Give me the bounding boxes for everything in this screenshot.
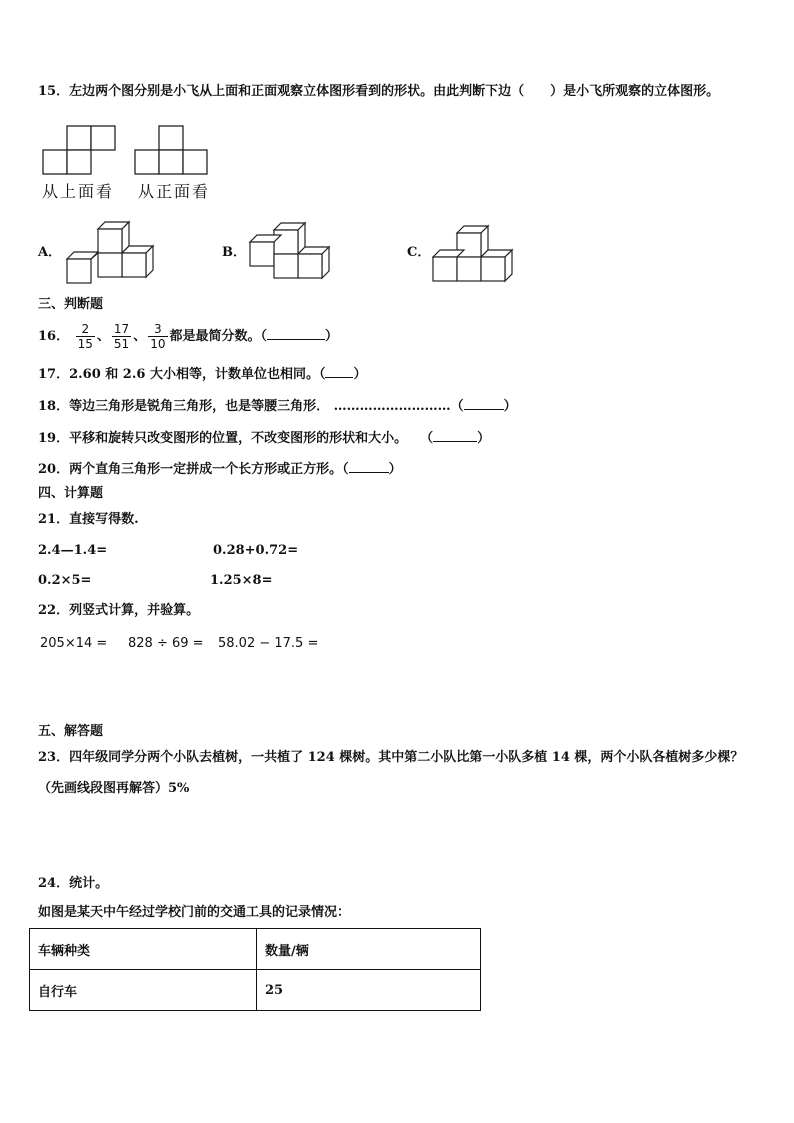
q16-text: 都是最简分数。（ xyxy=(169,329,268,344)
q18 xyxy=(38,396,517,415)
vehicle-table xyxy=(29,928,481,1011)
q24-intro: 如图是某天中午经过学校门前的交通工具的记录情况： xyxy=(38,905,351,920)
section-4-title: 四、计算题 xyxy=(38,486,104,501)
q19-answer-blank[interactable] xyxy=(433,428,477,442)
q16-close: ） xyxy=(325,329,339,344)
table-cell: 自行车 xyxy=(30,970,257,1011)
q20-close: ） xyxy=(388,462,402,477)
q22-item-3: 58.02 − 17.5 = xyxy=(218,636,319,651)
q18-text: 18．等边三角形是锐角三角形，也是等腰三角形． ………………………（ xyxy=(38,399,464,414)
table-header-row xyxy=(30,929,481,970)
option-a-label: A． xyxy=(38,245,62,260)
q16-number: 16． xyxy=(38,329,70,344)
section-3-title: 三、判断题 xyxy=(38,297,104,312)
option-b-label: B． xyxy=(222,245,246,260)
q17-close: ） xyxy=(353,367,367,382)
q23-line-1: 23．四年级同学分两个小队去植树，一共植了 124 棵树。其中第二小队比第一小队多植 14 棵，两个小队各植树多少棵？ xyxy=(38,750,744,765)
fraction-2: $\frac{17}{51}$ xyxy=(113,322,130,351)
q17 xyxy=(38,364,366,383)
caption-top-view: 从上面看 xyxy=(42,182,115,201)
q19-close: ） xyxy=(477,431,491,446)
caption-front-view: 从正面看 xyxy=(138,182,211,201)
q20-text: 20．两个直角三角形一定拼成一个长方形或正方形。（ xyxy=(38,462,349,477)
q22-item-2: 828 ÷ 69 = xyxy=(128,636,204,651)
q21-text: 21．直接写得数. xyxy=(38,512,139,527)
table-header-cell: 数量/辆 xyxy=(257,929,481,970)
option-c-figure xyxy=(430,218,526,286)
q16-sep-2: 、 xyxy=(133,329,147,344)
fraction-1: $\frac{2}{15}$ xyxy=(77,322,93,351)
section-5-title: 五、解答题 xyxy=(38,724,104,739)
option-b-figure xyxy=(247,218,337,286)
q17-answer-blank[interactable] xyxy=(325,364,353,378)
q19 xyxy=(38,428,490,447)
q17-text: 17．2.60 和 2.6 大小相等，计数单位也相同。（ xyxy=(38,367,326,382)
q16-answer-blank[interactable] xyxy=(267,326,325,340)
q22-text: 22．列竖式计算，并验算。 xyxy=(38,603,200,618)
table-cell: 25 xyxy=(257,970,481,1011)
option-a-figure xyxy=(64,218,160,286)
table-row xyxy=(30,970,481,1011)
q16 xyxy=(38,317,338,357)
q20-answer-blank[interactable] xyxy=(349,459,389,473)
q21-item-1: 2.4—1.4= xyxy=(38,543,108,558)
q24-title: 24．统计。 xyxy=(38,876,109,891)
q20 xyxy=(38,459,402,478)
q15-text: 15．左边两个图分别是小飞从上面和正面观察立体图形看到的形状。由此判断下边（ ）是小飞所观察的立体图形。 xyxy=(38,84,720,99)
front-view-figure xyxy=(134,124,214,176)
table-header-cell: 车辆种类 xyxy=(30,929,257,970)
q21-item-3: 0.2×5= xyxy=(38,573,92,588)
q19-text: 19．平移和旋转只改变图形的位置，不改变图形的形状和大小。 （ xyxy=(38,431,434,446)
q21-item-2: 0.28+0.72= xyxy=(213,543,299,558)
fraction-3: $\frac{3}{10}$ xyxy=(150,322,166,351)
q21-item-4: 1.25×8= xyxy=(210,573,273,588)
top-view-figure xyxy=(42,124,122,176)
q18-close: ） xyxy=(503,399,517,414)
option-c-label: C． xyxy=(407,245,431,260)
q18-answer-blank[interactable] xyxy=(464,396,504,410)
q22-item-1: 205×14 = xyxy=(40,636,108,651)
q23-line-2: （先画线段图再解答）5% xyxy=(38,781,190,796)
q16-sep-1: 、 xyxy=(96,329,110,344)
